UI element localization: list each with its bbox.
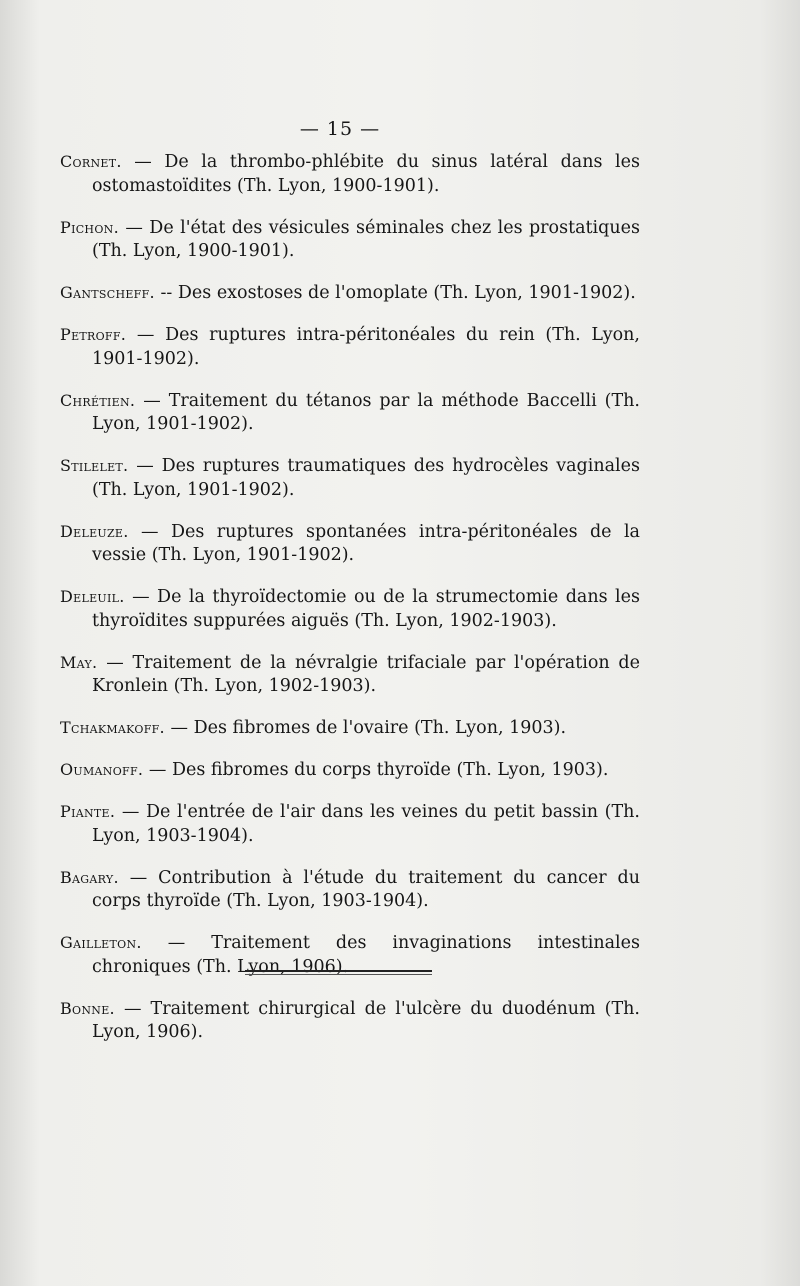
author-name: Deleuze. <box>60 521 129 541</box>
author-name: Oumanoff. <box>60 760 144 779</box>
author-name: Deleuil. <box>60 587 125 606</box>
author-name: Petroff. <box>60 325 127 344</box>
author-name: Cornet. <box>60 152 122 171</box>
entry-text: Contribution à l'étude du traitement du cancer du corps thyroïde (Th. Lyon, 1903-1904). <box>92 867 640 911</box>
entry-text: De la thrombo-phlébite du sinus latéral dans les ostomastoïdites (Th. Lyon, 1900-1901). <box>92 152 640 196</box>
entry-dash: — <box>167 933 186 953</box>
entry-text: Des ruptures spontanées intra-péritonéales de la vessie (Th. Lyon, 1901-1902). <box>92 521 640 565</box>
entry-dash: — <box>170 718 189 738</box>
entry-text: -- Des exostoses de l'omoplate (Th. Lyon, 1901-1902). <box>160 283 636 303</box>
entry-dash: — <box>136 325 155 345</box>
entry-text: Des ruptures traumatiques des hydrocèles vaginales (Th. Lyon, 1901-1902). <box>92 456 640 500</box>
entry-dash: — <box>125 217 143 238</box>
end-rule <box>245 970 432 975</box>
page-number: — 15 — <box>299 118 381 140</box>
list-item <box>60 323 640 371</box>
entry-dash: — <box>134 152 152 172</box>
list-item <box>60 997 640 1045</box>
author-name: Stilelet. <box>60 456 129 475</box>
author-name: Gailleton. <box>60 933 142 952</box>
entry-text: Traitement des invaginations intestinales chroniques (Th. Lyon, 1906). <box>92 933 640 977</box>
list-item <box>60 216 640 264</box>
author-name: Pichon. <box>60 217 119 237</box>
entry-dash: — <box>121 802 140 822</box>
list-item <box>60 150 640 198</box>
list-item <box>60 520 640 568</box>
entry-text: Des fibromes du corps thyroïde (Th. Lyon, 1903). <box>171 760 609 780</box>
author-name: Bagary. <box>60 867 119 887</box>
entry-text: De la thyroïdectomie ou de la strumectomie dans les thyroïdites suppurées aiguës (Th. Lyon, 1902-1903). <box>92 587 640 631</box>
entry-dash: — <box>106 652 124 673</box>
list-item <box>60 758 640 783</box>
entry-dash: — <box>141 521 159 542</box>
list-item <box>60 454 640 502</box>
list-item <box>60 585 640 633</box>
entry-text: Des ruptures intra-péritonéales du rein (Th. Lyon, 1901-1902). <box>92 325 640 369</box>
list-item <box>60 716 640 741</box>
entry-text: Traitement de la névralgie trifaciale par l'opération de Kronlein (Th. Lyon, 1902-1903). <box>92 652 640 696</box>
entry-dash: — <box>143 390 161 411</box>
entry-text: Traitement chirurgical de l'ulcère du duodénum (Th. Lyon, 1906). <box>92 998 640 1042</box>
author-name: Bonne. <box>60 998 115 1018</box>
list-item <box>60 651 640 699</box>
author-name: Chrétien. <box>60 390 136 410</box>
entry-dash: — <box>124 998 142 1019</box>
list-item <box>60 800 640 848</box>
author-name: Gantscheff. <box>60 283 155 302</box>
entry-text: Des fibromes de l'ovaire (Th. Lyon, 1903). <box>193 718 567 738</box>
author-name: Piante. <box>60 802 116 821</box>
list-item <box>60 389 640 437</box>
entry-dash: — <box>148 760 167 780</box>
entry-text: Traitement du tétanos par la méthode Baccelli (Th. Lyon, 1901-1902). <box>92 390 640 434</box>
entry-dash: — <box>136 456 154 476</box>
list-item <box>60 281 640 306</box>
entry-text: De l'état des vésicules séminales chez les prostatiques (Th. Lyon, 1900-1901). <box>92 217 640 261</box>
entry-text: De l'entrée de l'air dans les veines du petit bassin (Th. Lyon, 1903-1904). <box>92 802 640 846</box>
list-item <box>60 866 640 914</box>
entry-dash: — <box>129 867 148 888</box>
author-name: Tchakmakoff. <box>60 718 165 737</box>
thesis-list <box>60 150 640 1047</box>
author-name: May. <box>60 652 98 672</box>
entry-dash: — <box>132 587 150 607</box>
